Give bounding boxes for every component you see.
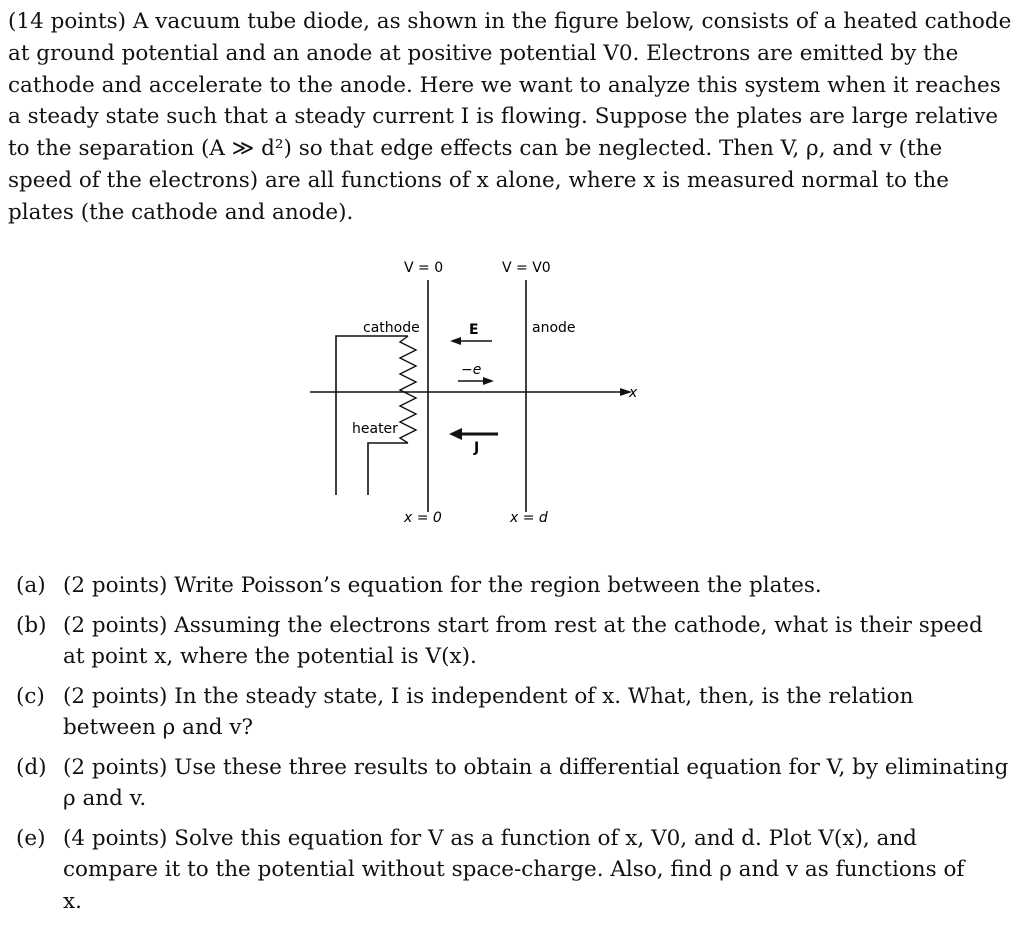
intro-line-7: plates (the cathode and anode). [8,199,354,225]
question-c-line-2: between ρ and v? [63,715,254,740]
question-c [16,681,1006,744]
x-zero-label: x = 0 [404,510,442,526]
question-b [16,610,1006,673]
e-field-label: E [469,322,479,338]
intro-line-5: to the separation (A ≫ d²) so that edge effects can be neglected. Then V, ρ, and v (the [8,136,943,162]
intro-line-6: speed of the electrons) are all functions of x alone, where x is measured normal to the [8,167,949,193]
question-a [16,570,1006,602]
heater-coil [400,336,416,443]
heater-label: heater [352,421,398,437]
heater-wire-outer [336,336,408,495]
question-a-line-1: (2 points) Write Poisson’s equation for the region between the plates. [63,573,822,598]
question-c-line-1: (2 points) In the steady state, I is independent of x. What, then, is the relation [63,683,914,709]
problem-statement [8,6,1012,229]
x-d-label: x = d [510,510,548,526]
question-d-line-1: (2 points) Use these three results to obtain a differential equation for V, by eliminating [63,754,1009,780]
diode-figure [300,250,660,540]
question-e [16,823,1006,918]
question-e-line-2: compare it to the potential without space-charge. Also, find ρ and v as functions of [63,857,965,882]
question-b-label: (b) [16,612,47,638]
electron-label: −e [461,362,482,378]
current-arrowhead [449,428,462,440]
question-list [16,570,1009,925]
question-e-label: (e) [16,825,46,851]
electron-arrowhead [483,377,494,385]
intro-line-1: (14 points) A vacuum tube diode, as shown in the figure below, consists of a heated cathode [8,9,1012,34]
v-v0-label: V = V0 [502,260,551,276]
v-zero-label: V = 0 [404,260,444,276]
intro-line-4: a steady state such that a steady current I is flowing. Suppose the plates are large relative [8,104,999,130]
intro-line-2: at ground potential and an anode at positive potential V0. Electrons are emitted by the [8,40,959,66]
question-d-label: (d) [16,754,47,780]
cathode-label: cathode [363,320,420,336]
heater-wire-inner [368,443,408,495]
e-field-arrowhead [450,337,461,345]
question-a-label: (a) [16,573,46,598]
diode-diagram [300,250,660,540]
question-d-line-2: ρ and v. [63,786,147,811]
anode-label: anode [532,320,576,336]
question-e-line-3: x. [63,888,82,914]
question-b-line-1: (2 points) Assuming the electrons start from rest at the cathode, what is their speed [63,612,983,638]
question-d [16,752,1009,815]
intro-line-3: cathode and accelerate to the anode. Here we want to analyze this system when it reaches [8,72,1001,98]
question-c-label: (c) [16,683,45,709]
question-e-line-1: (4 points) Solve this equation for V as a function of x, V0, and d. Plot V(x), and [63,825,917,851]
x-axis-label: x [629,385,638,401]
question-b-line-2: at point x, where the potential is V(x). [63,644,477,669]
current-label: J [474,440,480,456]
